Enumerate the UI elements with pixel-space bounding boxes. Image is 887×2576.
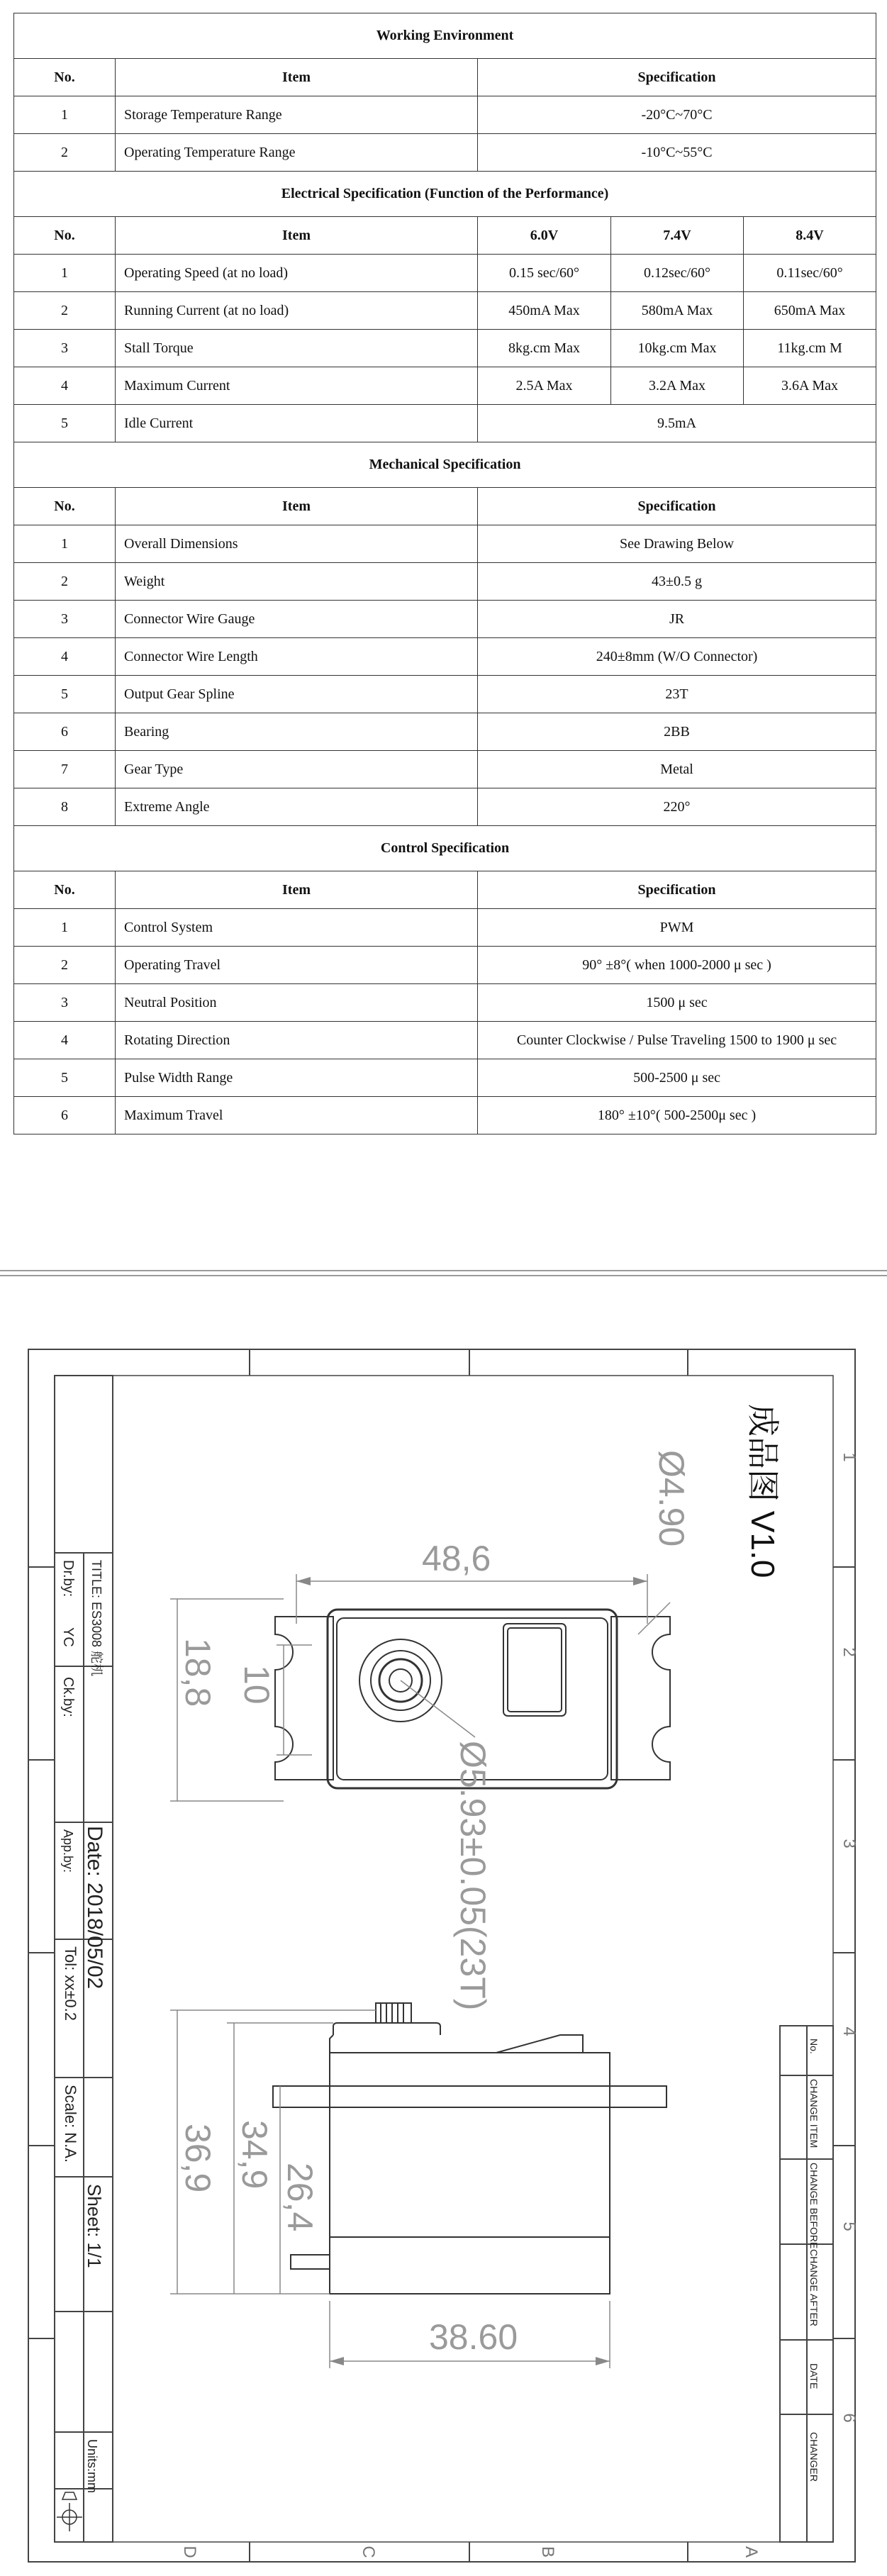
table-row [14,367,876,405]
row-no: 1 [14,96,116,134]
table-row [14,405,876,442]
row-7v4: 3.2A Max [611,367,744,405]
row-spec: 43±0.5 g [478,563,876,601]
row-8v4: 3.6A Max [744,367,876,405]
table-row [14,1097,876,1134]
section-divider [0,1275,887,1276]
grid-number: 3 [839,1839,859,1849]
section-title-row [14,826,876,871]
grid-number: 1 [839,1452,859,1462]
row-8v4: 0.11sec/60° [744,255,876,292]
section-title-row [14,13,876,59]
section-title: Electrical Specification (Function of the Performance) [14,172,876,217]
row-item: Neutral Position [116,984,478,1022]
servo-side-view [273,2003,666,2294]
drawn-by-label: Dr.by: [60,1560,76,1598]
row-spec: 9.5mA [478,405,876,442]
grid-number: 4 [839,2026,859,2036]
row-no: 4 [14,1022,116,1059]
drawn-by-value: YC [60,1627,76,1647]
grid-letter: B [538,2546,557,2558]
row-item: Weight [116,563,478,601]
dim-height-outer: 18,8 [178,1638,218,1707]
grid-letter: C [359,2546,378,2558]
row-spec: 240±8mm (W/O Connector) [478,638,876,676]
row-no: 2 [14,947,116,984]
col-header-no: No. [14,59,116,96]
table-row [14,525,876,563]
dim-height-inner: 10 [237,1665,277,1705]
row-spec: 500-2500 μ sec [478,1059,876,1097]
row-item: Operating Speed (at no load) [116,255,478,292]
row-item: Maximum Current [116,367,478,405]
tolerance-label: Tol: xx±0.2 [62,1946,79,2022]
row-no: 1 [14,255,116,292]
row-spec: 1500 μ sec [478,984,876,1022]
table-row [14,601,876,638]
title-label: TITLE: ES3008 舵机 [89,1560,104,1677]
section-title: Control Specification [14,826,876,871]
change-col-after: CHANGE AFTER [808,2249,820,2326]
change-col-changer: CHANGER [808,2432,820,2482]
row-no: 1 [14,525,116,563]
table-row [14,1022,876,1059]
units-label: Units:mm [85,2439,99,2493]
row-6v: 450mA Max [478,292,611,330]
row-item: Operating Travel [116,947,478,984]
header-row [14,488,876,525]
row-spec: -10°C~55°C [478,134,876,172]
grid-letter: D [180,2546,199,2558]
row-spec: -20°C~70°C [478,96,876,134]
row-item: Connector Wire Length [116,638,478,676]
grid-number: 6 [839,2413,859,2423]
table-row [14,751,876,788]
change-col-no: No. [808,2039,820,2054]
table-row [14,713,876,751]
row-no: 6 [14,1097,116,1134]
col-header-spec: Specification [478,871,876,909]
grid-number: 2 [839,1647,859,1657]
col-header-no: No. [14,488,116,525]
table-row [14,134,876,172]
row-spec: 180° ±10°( 500-2500μ sec ) [478,1097,876,1134]
row-item: Pulse Width Range [116,1059,478,1097]
col-header-7v4: 7.4V [611,217,744,255]
grid-number: 5 [839,2221,859,2231]
col-header-item: Item [116,871,478,909]
row-no: 5 [14,405,116,442]
row-no: 3 [14,984,116,1022]
row-no: 2 [14,563,116,601]
dim-spline: Ø5.93±0.05(23T) [453,1741,493,2011]
col-header-no: No. [14,871,116,909]
change-col-before: CHANGE BEFORE [808,2163,820,2249]
table-row [14,788,876,826]
table-row [14,909,876,947]
col-header-spec: Specification [478,59,876,96]
table-row [14,330,876,367]
row-no: 3 [14,330,116,367]
header-row [14,871,876,909]
projection-symbol-icon [57,2492,82,2531]
row-spec: 2BB [478,713,876,751]
table-row [14,984,876,1022]
row-6v: 2.5A Max [478,367,611,405]
technical-drawing [0,1312,887,2576]
table-row [14,563,876,601]
approved-by-label: App.by: [61,1829,75,1873]
change-col-date: DATE [808,2363,820,2390]
grid-letter: A [742,2546,761,2558]
row-no: 5 [14,676,116,713]
col-header-spec: Specification [478,488,876,525]
dim-bottom-width: 38.60 [429,2317,518,2357]
row-no: 2 [14,134,116,172]
row-7v4: 0.12sec/60° [611,255,744,292]
row-spec: 90° ±8°( when 1000-2000 μ sec ) [478,947,876,984]
dim-side-h2: 34,9 [235,2120,274,2190]
row-no: 3 [14,601,116,638]
row-item: Maximum Travel [116,1097,478,1134]
row-item: Operating Temperature Range [116,134,478,172]
row-item: Gear Type [116,751,478,788]
row-no: 5 [14,1059,116,1097]
row-item: Extreme Angle [116,788,478,826]
row-item: Stall Torque [116,330,478,367]
row-spec: 23T [478,676,876,713]
row-6v: 0.15 sec/60° [478,255,611,292]
spec-table [13,13,876,1134]
row-8v4: 11kg.cm M [744,330,876,367]
row-no: 6 [14,713,116,751]
col-header-6v: 6.0V [478,217,611,255]
row-spec: Metal [478,751,876,788]
table-row [14,1059,876,1097]
row-7v4: 580mA Max [611,292,744,330]
date-label: Date: 2018/05/02 [83,1826,106,1990]
row-item: Output Gear Spline [116,676,478,713]
row-no: 7 [14,751,116,788]
table-row [14,255,876,292]
col-header-item: Item [116,217,478,255]
header-row [14,217,876,255]
section-title-row [14,442,876,488]
row-7v4: 10kg.cm Max [611,330,744,367]
row-no: 4 [14,638,116,676]
change-col-item: CHANGE ITEM [808,2079,820,2148]
row-item: Rotating Direction [116,1022,478,1059]
table-row [14,292,876,330]
section-title: Mechanical Specification [14,442,876,488]
table-row [14,96,876,134]
drawing-heading: 成品图 V1.0 [744,1404,781,1578]
row-8v4: 650mA Max [744,292,876,330]
dim-side-h1: 36,9 [178,2124,218,2193]
section-title-row [14,172,876,217]
row-item: Storage Temperature Range [116,96,478,134]
drawing-frame [28,1349,855,2562]
row-spec: JR [478,601,876,638]
row-no: 1 [14,909,116,947]
col-header-item: Item [116,59,478,96]
dim-side-h3: 26,4 [280,2163,320,2232]
row-item: Control System [116,909,478,947]
table-row [14,947,876,984]
table-row [14,676,876,713]
col-header-no: No. [14,217,116,255]
sheet-label: Sheet: 1/1 [84,2184,105,2268]
scale-label: Scale: N.A. [62,2085,79,2163]
row-spec: See Drawing Below [478,525,876,563]
row-no: 4 [14,367,116,405]
row-spec: Counter Clockwise / Pulse Traveling 1500 to 1900 μ sec [478,1022,876,1059]
col-header-8v4: 8.4V [744,217,876,255]
header-row [14,59,876,96]
row-item: Running Current (at no load) [116,292,478,330]
section-title: Working Environment [14,13,876,59]
row-item: Idle Current [116,405,478,442]
section-divider [0,1270,887,1271]
row-no: 8 [14,788,116,826]
row-no: 2 [14,292,116,330]
row-spec: PWM [478,909,876,947]
row-6v: 8kg.cm Max [478,330,611,367]
row-item: Connector Wire Gauge [116,601,478,638]
dim-hole-dia: Ø4.90 [652,1450,691,1547]
row-item: Bearing [116,713,478,751]
checked-by-label: Ck.by: [60,1677,76,1717]
table-row [14,638,876,676]
col-header-item: Item [116,488,478,525]
row-item: Overall Dimensions [116,525,478,563]
dim-top-width: 48,6 [422,1539,491,1578]
row-spec: 220° [478,788,876,826]
